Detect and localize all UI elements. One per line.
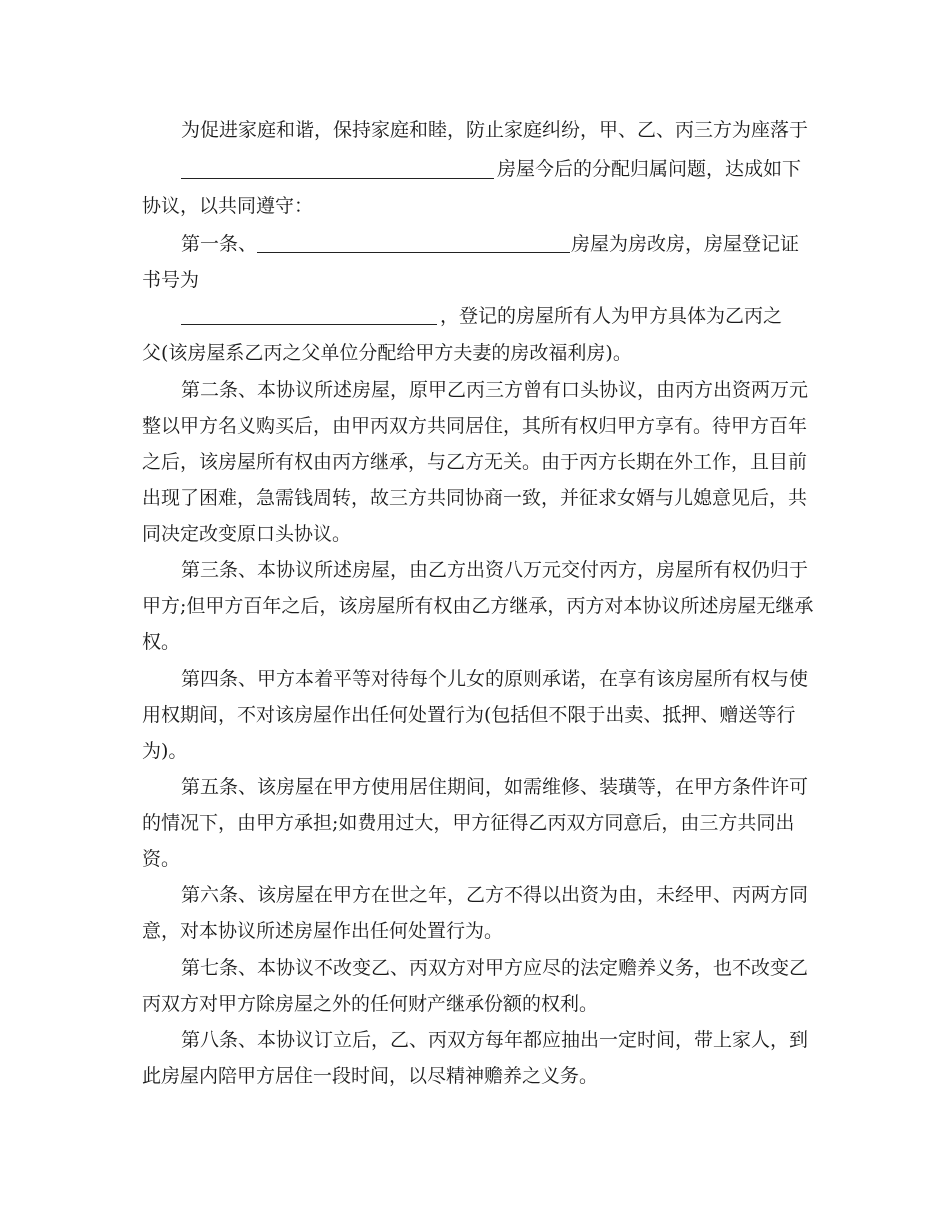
article4-line-1: 第四条、甲方本着平等对待每个儿女的原则承诺，在享有该房屋所有权与使 <box>181 668 809 690</box>
article8-line-1: 第八条、本协议订立后，乙、丙双方每年都应抽出一定时间，带上家人，到 <box>181 1029 809 1051</box>
property-location-blank <box>181 178 494 179</box>
property-address-blank <box>257 252 570 253</box>
article1-prefix: 第一条、 <box>181 233 258 255</box>
article2-line-5: 同决定改变原口头协议。 <box>142 523 352 545</box>
article3-line-1: 第三条、本协议所述房屋，由乙方出资八万元交付丙方，房屋所有权仍归于 <box>181 559 809 581</box>
certificate-number-blank <box>181 324 437 325</box>
article3-line-2: 甲方;但甲方百年之后，该房屋所有权由乙方继承，丙方对本协议所述房屋无继承 <box>142 595 814 617</box>
article4-line-3: 为)。 <box>142 740 188 762</box>
preamble-line-1: 为促进家庭和谐，保持家庭和睦，防止家庭纠纷，甲、乙、丙三方为座落于 <box>181 119 809 141</box>
article5-line-3: 资。 <box>142 848 181 870</box>
article4-line-2: 用权期间，不对该房屋作出任何处置行为(包括但不限于出卖、抵押、赠送等行 <box>142 704 796 726</box>
article3-line-3: 权。 <box>142 631 181 653</box>
article1-line-2: 书号为 <box>142 269 200 291</box>
article2-line-2: 整以甲方名义购买后，由甲丙双方共同居住，其所有权归甲方享有。待甲方百年 <box>142 415 808 437</box>
article2-line-3: 之后，该房屋所有权由丙方继承，与乙方无关。由于丙方长期在外工作，且目前 <box>142 451 808 473</box>
article6-line-2: 意，对本协议所述房屋作出任何处置行为。 <box>142 920 504 942</box>
article5-line-1: 第五条、该房屋在甲方使用居住期间，如需维修、装璜等，在甲方条件许可 <box>181 776 809 798</box>
article1-line-3: ，登记的房屋所有人为甲方具体为乙丙之 <box>440 305 783 327</box>
article8-line-2: 此房屋内陪甲方居住一段时间，以尽精神赡养之义务。 <box>142 1065 599 1087</box>
article7-line-1: 第七条、本协议不改变乙、丙双方对甲方应尽的法定赡养义务，也不改变乙 <box>181 957 809 979</box>
preamble-line-2: 房屋今后的分配归属问题，达成如下 <box>497 158 802 180</box>
article7-line-2: 丙双方对甲方除房屋之外的任何财产继承份额的权利。 <box>142 993 599 1015</box>
article2-line-1: 第二条、本协议所述房屋，原甲乙丙三方曾有口头协议，由丙方出资两万元 <box>181 379 809 401</box>
preamble-line-3: 协议，以共同遵守： <box>142 195 314 217</box>
article6-line-1: 第六条、该房屋在甲方在世之年，乙方不得以出资为由，未经甲、丙两方同 <box>181 884 809 906</box>
article1-line-1: 房屋为房改房，房屋登记证 <box>571 233 800 255</box>
article5-line-2: 的情况下，由甲方承担;如费用过大，甲方征得乙丙双方同意后，由三方共同出 <box>142 812 795 834</box>
article2-line-4: 出现了困难，急需钱周转，故三方共同协商一致，并征求女婿与儿媳意见后，共 <box>142 487 808 509</box>
article1-line-4: 父(该房屋系乙丙之父单位分配给甲方夫妻的房改福利房)。 <box>142 342 632 364</box>
